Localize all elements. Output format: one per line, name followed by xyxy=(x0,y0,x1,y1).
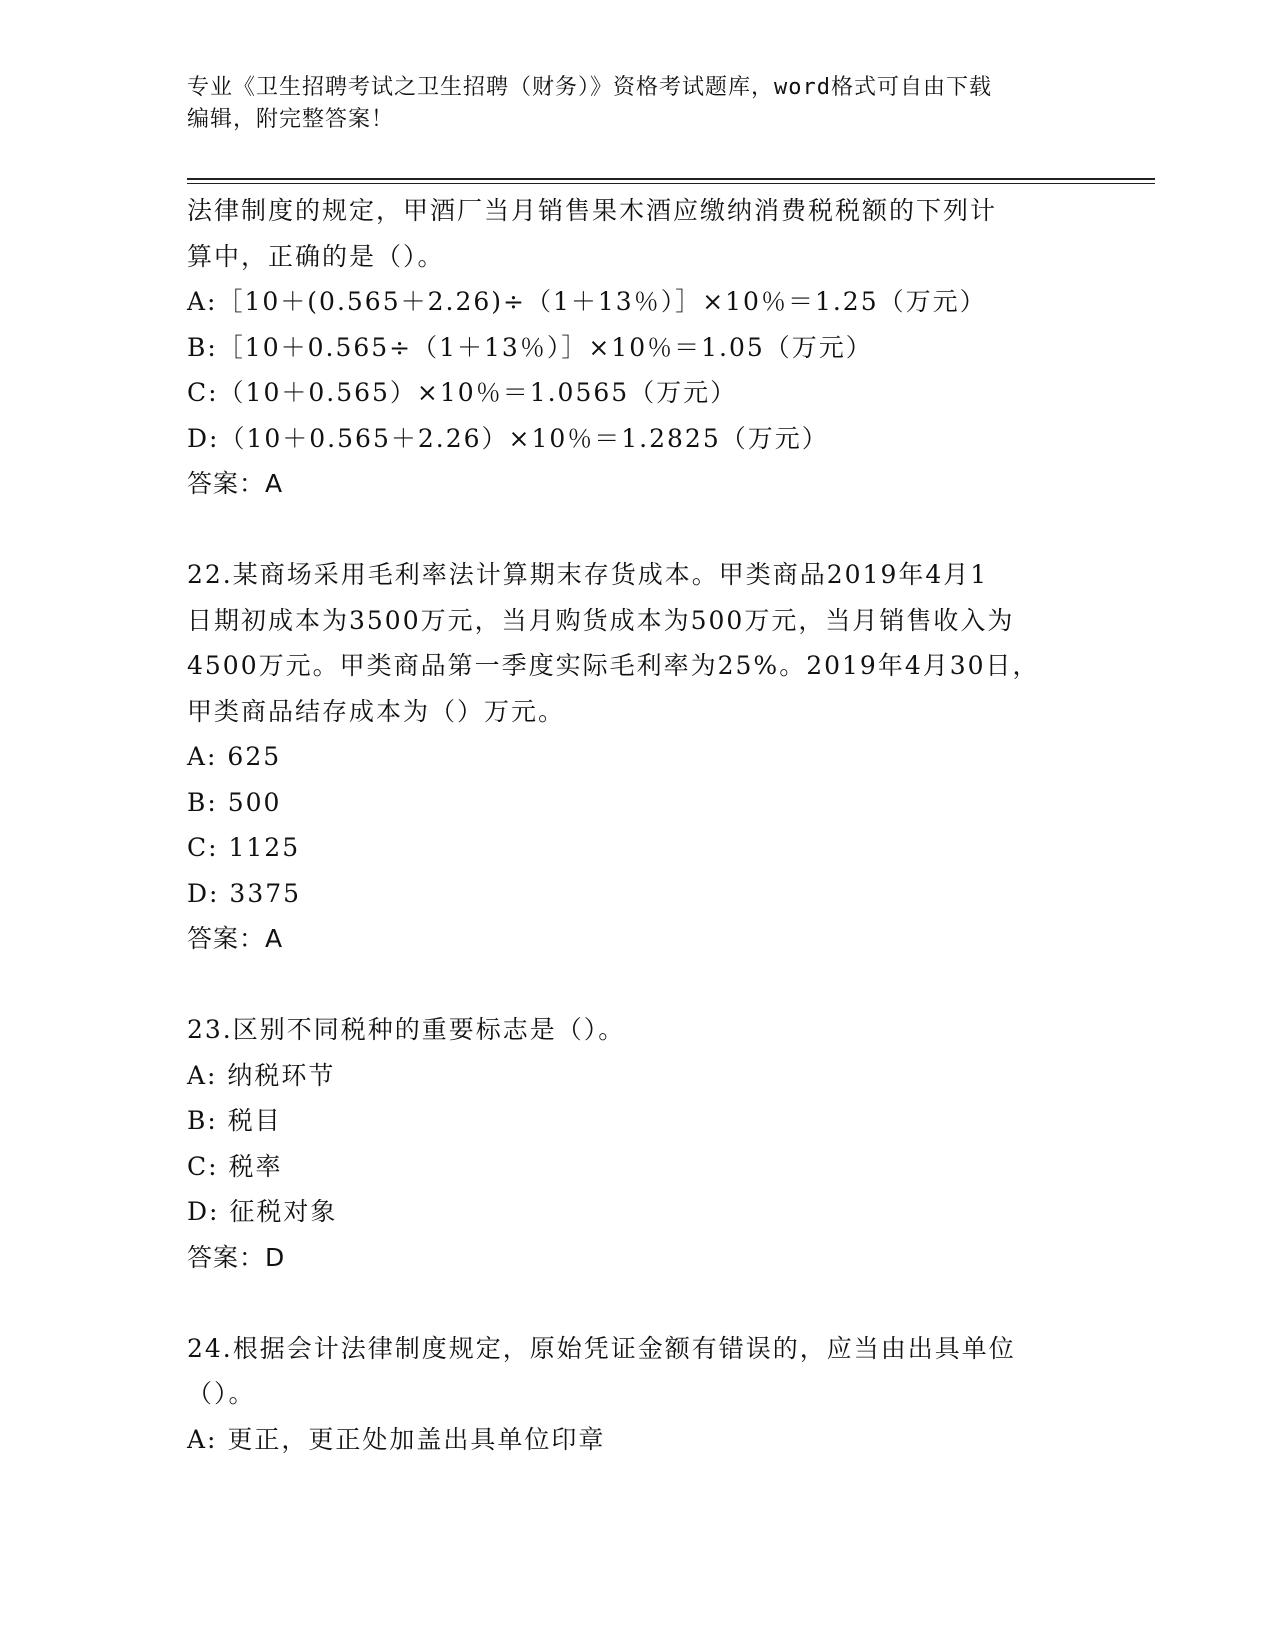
option-b: B:［10＋0.565÷（1＋13％）］×10％＝1.05（万元） xyxy=(187,332,873,362)
header-line-2: 编辑，附完整答案！ xyxy=(187,107,395,132)
option-b: B: 税目 xyxy=(187,1106,282,1135)
question-stem: 甲类商品结存成本为（）万元。 xyxy=(187,696,566,726)
question-stem: 算中，正确的是（）。 xyxy=(187,241,445,271)
document-header xyxy=(187,72,1067,136)
option-a: A:［10＋(0.565＋2.26)÷（1＋13％）］×10％＝1.25（万元） xyxy=(187,287,987,316)
option-d: D: 3375 xyxy=(187,878,302,908)
question-stem: 日期初成本为3500万元，当月购货成本为500万元，当月销售收入为 xyxy=(187,605,1015,635)
question-stem: 23.区别不同税种的重要标志是（）。 xyxy=(187,1015,626,1044)
question-stem: 24.根据会计法律制度规定，原始凭证金额有错误的，应当由出具单位 xyxy=(187,1333,1016,1363)
header-line-1: 专业《卫生招聘考试之卫生招聘（财务）》资格考试题库，word格式可自由下载 xyxy=(187,75,992,100)
question-stem: 法律制度的规定，甲酒厂当月销售果木酒应缴纳消费税税额的下列计 xyxy=(187,196,998,225)
option-c: C: 1125 xyxy=(187,833,301,862)
question-gap xyxy=(187,507,1087,553)
option-a: A: 625 xyxy=(187,742,282,771)
option-d: D:（10＋0.565＋2.26）×10％＝1.2825（万元） xyxy=(187,423,829,453)
header-divider-thin xyxy=(187,183,1155,184)
answer-label: 答案：A xyxy=(187,924,284,953)
question-gap xyxy=(187,1280,1087,1326)
option-c: C: 税率 xyxy=(187,1151,283,1181)
question-stem: 22.某商场采用毛利率法计算期末存货成本。甲类商品2019年4月1 xyxy=(187,560,989,589)
question-gap xyxy=(187,962,1087,1008)
question-stem: 4500万元。甲类商品第一季度实际毛利率为25%。2019年4月30日， xyxy=(187,651,1040,680)
option-c: C:（10＋0.565）×10％＝1.0565（万元） xyxy=(187,378,738,407)
answer-label: 答案：D xyxy=(187,1242,286,1272)
question-23 xyxy=(187,1007,1087,1280)
option-b: B: 500 xyxy=(187,787,282,817)
question-22 xyxy=(187,552,1087,962)
question-stem: （）。 xyxy=(187,1379,256,1408)
answer-label: 答案：A xyxy=(187,469,284,498)
option-a: A: 更正，更正处加盖出具单位印章 xyxy=(187,1424,606,1454)
option-d: D: 征税对象 xyxy=(187,1197,338,1226)
header-divider-thick xyxy=(187,178,1155,180)
question-list xyxy=(187,188,1087,1462)
question-21 xyxy=(187,188,1087,507)
question-24 xyxy=(187,1326,1087,1463)
option-a: A: 纳税环节 xyxy=(187,1060,336,1090)
